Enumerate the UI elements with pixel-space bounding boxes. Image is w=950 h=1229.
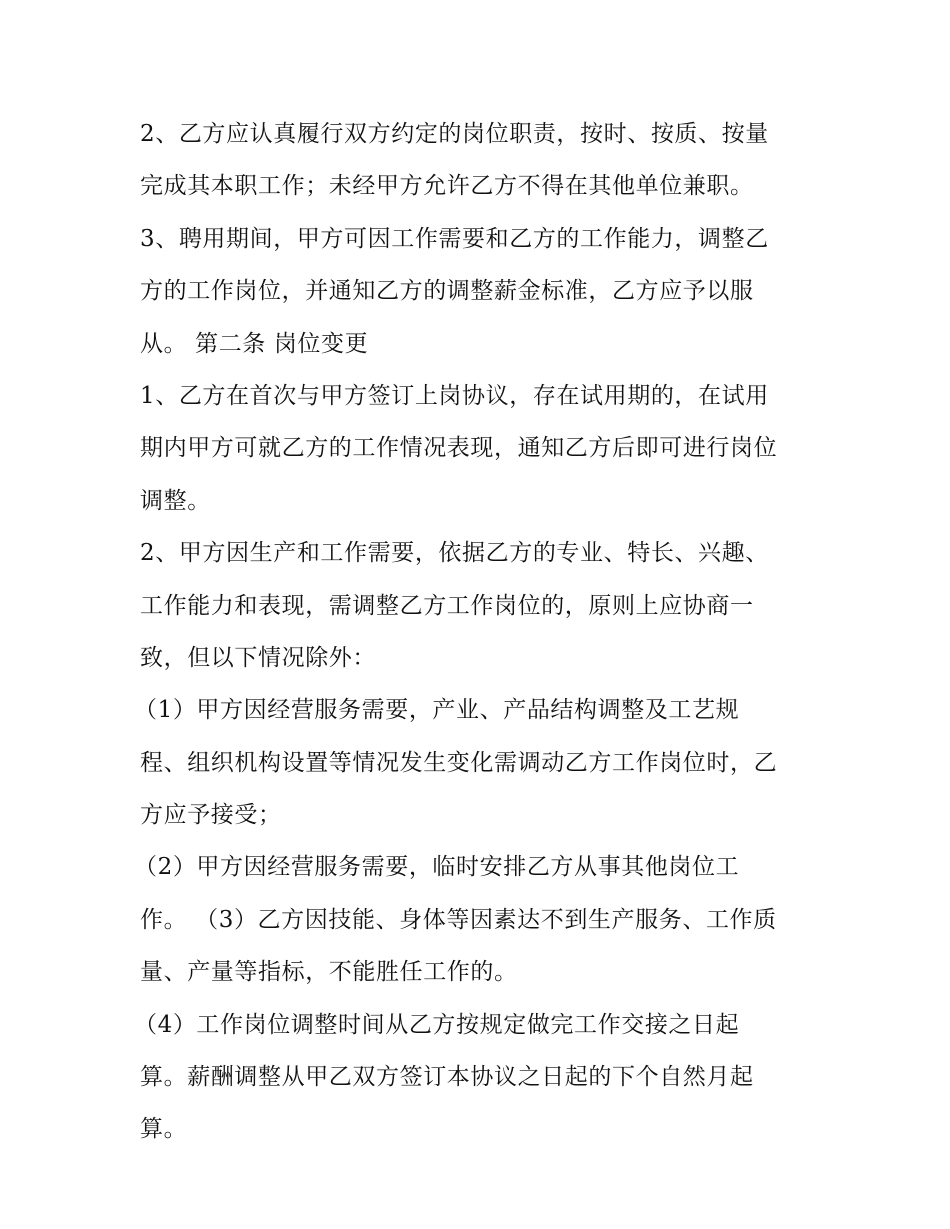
text-line: 完成其本职工作；未经甲方允许乙方不得在其他单位兼职。 bbox=[140, 173, 754, 200]
text-line: 工作能力和表现，需调整乙方工作岗位的，原则上应协商一 bbox=[140, 592, 754, 619]
text-line: 程、组织机构设置等情况发生变化需调动乙方工作岗位时，乙 bbox=[140, 749, 778, 776]
text-line: 方的工作岗位，并通知乙方的调整薪金标准，乙方应予以服 bbox=[140, 278, 754, 305]
text-line: 2、甲方因生产和工作需要，依据乙方的专业、特长、兴趣、 bbox=[140, 540, 769, 567]
text-line: （1）甲方因经营服务需要，产业、产品结构调整及工艺规 bbox=[134, 697, 740, 724]
text-line: 算。薪酬调整从甲乙双方签订本协议之日起的下个自然月起 bbox=[140, 1064, 754, 1091]
text-line: （2）甲方因经营服务需要，临时安排乙方从事其他岗位工 bbox=[134, 854, 740, 881]
text-line: 量、产量等指标，不能胜任工作的。 bbox=[140, 959, 518, 986]
text-line: 算。 bbox=[140, 1116, 188, 1143]
document-body bbox=[134, 108, 820, 1156]
text-line: 作。 （3）乙方因技能、身体等因素达不到生产服务、工作质 bbox=[140, 906, 777, 933]
text-line: （4）工作岗位调整时间从乙方按规定做完工作交接之日起 bbox=[134, 1011, 740, 1038]
text-line: 1、乙方在首次与甲方签订上岗协议，存在试用期的，在试用 bbox=[140, 382, 769, 409]
text-line: 3、聘用期间，甲方可因工作需要和乙方的工作能力，调整乙 bbox=[140, 225, 769, 252]
text-line: 2、乙方应认真履行双方约定的岗位职责，按时、按质、按量 bbox=[140, 121, 769, 147]
text-line: 从。 第二条 岗位变更 bbox=[140, 330, 369, 357]
text-line: 方应予接受； bbox=[140, 802, 282, 829]
text-line: 期内甲方可就乙方的工作情况表现，通知乙方后即可进行岗位 bbox=[140, 435, 778, 462]
text-line: 调整。 bbox=[140, 487, 211, 514]
text-line: 致，但以下情况除外： bbox=[140, 644, 376, 671]
